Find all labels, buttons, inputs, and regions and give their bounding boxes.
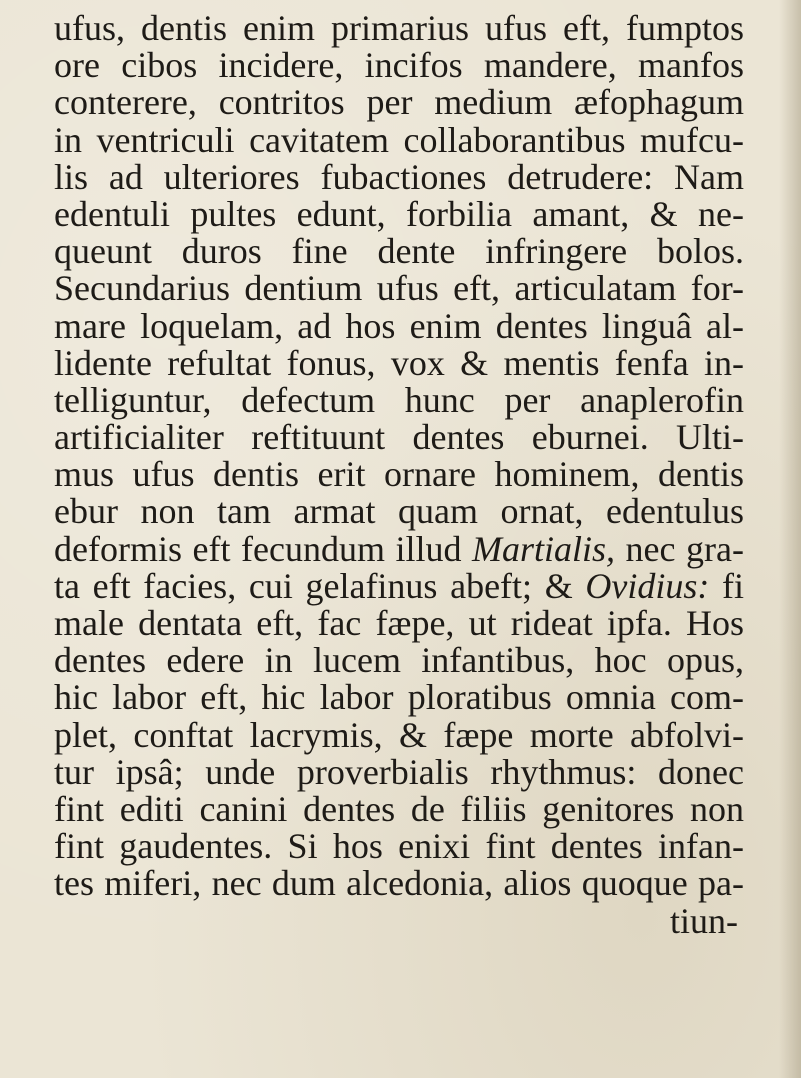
text-line-8: Secundarius dentium ufus eft, articulatam for- <box>54 268 744 309</box>
text-line-3: conterere, contritos per medium æfophagum <box>54 82 744 123</box>
text-line-6: edentuli pultes edunt, forbilia amant, & ne- <box>54 193 744 234</box>
line-16-tail: fi <box>709 565 744 606</box>
text-line-10: lidente refultat fonus, vox & mentis fenfa in- <box>54 342 744 383</box>
text-line-5: lis ad ulteriores fubactiones detrudere: Nam <box>54 156 744 197</box>
text-line-1: ufus, dentis enim primarius ufus eft, fumptos <box>54 8 744 48</box>
catchword: tiun- <box>670 900 738 941</box>
text-line-24: tes miferi, nec dum alcedonia, alios quoque pa- <box>54 863 744 904</box>
text-line-15 <box>54 528 745 569</box>
line-15-tail: nec gra- <box>615 528 745 569</box>
text-line-7: queunt duros fine dente infringere bolos. <box>54 231 744 272</box>
text-line-23: fint gaudentes. Si hos enixi fint dentes infan- <box>54 826 744 867</box>
author-name-ovidius: Ovidius: <box>585 565 710 606</box>
text-line-14: ebur non tam armat quam ornat, edentulus <box>54 491 744 532</box>
line-15-text: deformis eft fecundum illud <box>54 528 473 569</box>
text-line-12: artificialiter reftituunt dentes eburnei. Ulti- <box>54 417 744 458</box>
line-16-text: ta eft facies, cui gelafinus abeft; & <box>54 565 586 606</box>
text-line-11: telliguntur, defectum hunc per anaplerofin <box>54 379 744 420</box>
text-line-9: mare loquelam, ad hos enim dentes linguâ al- <box>54 305 744 346</box>
text-line-21: tur ipsâ; unde proverbialis rhythmus: donec <box>54 751 744 792</box>
text-line-18: dentes edere in lucem infantibus, hoc opus, <box>54 640 744 681</box>
text-line-22: fint editi canini dentes de filiis genitores non <box>54 788 744 829</box>
text-line-2: ore cibos incidere, incifos mandere, manfos <box>54 45 744 86</box>
text-line-4: in ventriculi cavitatem collaborantibus mufcu- <box>54 119 744 160</box>
text-line-19: hic labor eft, hic labor ploratibus omnia com- <box>54 677 744 718</box>
page-edge-shadow <box>779 0 801 1078</box>
text-line-20: plet, conftat lacrymis, & fæpe morte abfolvi- <box>54 714 744 755</box>
text-line-16 <box>54 565 744 606</box>
author-name-martialis: Martialis, <box>472 528 616 569</box>
latin-text-body <box>54 10 744 940</box>
text-line-13: mus ufus dentis erit ornare hominem, dentis <box>54 454 744 495</box>
text-line-17: male dentata eft, fac fæpe, ut rideat ipfa. Hos <box>54 603 744 643</box>
